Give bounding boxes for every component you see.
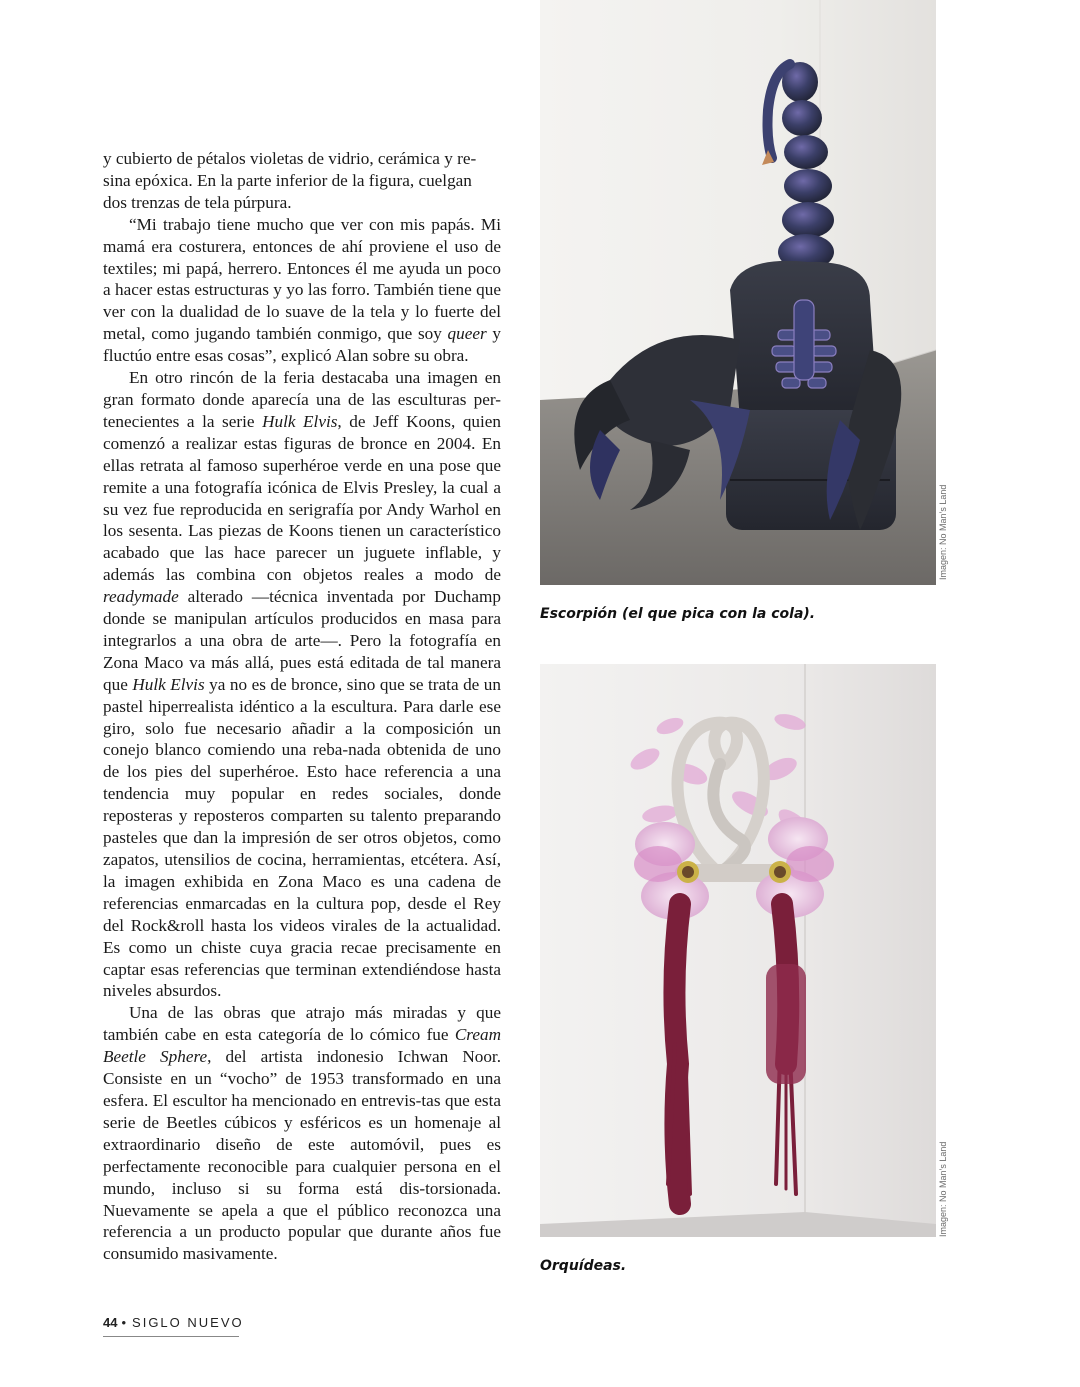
separator: • [121, 1315, 129, 1330]
text-span: “Mi trabajo tiene mucho que ver con mis papás. Mi mamá era costurera, entonces de ahí proviene el uso de textiles; mi papá, herrero. Entonces él me ayuda un poco a hacer estas estructuras y yo las forro. También tiene que ver con la dualidad de lo suave de la tela y lo fuerte del metal, como jugando también conmigo, que soy [103, 214, 501, 344]
paragraph-beetle [103, 1002, 501, 1265]
scorpion-illustration [540, 0, 936, 585]
italic-term: readymade [103, 587, 179, 607]
text-span: ya no es de bronce, sino que se trata de un pastel hiperrealista idéntico a la escultura. Para darle ese giro, solo fue necesario añadir a la composición un conejo blanco comiendo una reba-nada obtenida de uno de los pies del superhéroe. Esto hace referencia a una tendencia muy popular en redes sociales, donde reposteras y reposteros comparten su talento preparando pasteles que dan la impresión de ser otros objetos, como zapatos, utensilios de cocina, herramientas, etcétera. Así, la imagen exhibida en Zona Maco es una cadena de referencias enmarcadas en la cultura pop, desde el Rey del Rock&roll hasta los videos virales de la actualidad. Es como un chiste cuya gracia recae precisamente en captar esas referencias que terminan extendiéndose hasta niveles absurdos. [103, 674, 501, 1001]
photo-credit: Imagen: No Man’s Land [938, 484, 948, 580]
text-span: y fluctúo entre esas cosas”, explicó Alan sobre su obra. [103, 324, 501, 366]
italic-term: queer [447, 324, 487, 344]
scorpion-photo [540, 0, 936, 585]
text-span: , de Jeff Koons, quien comenzó a realizar estas figuras de bronce en 2004. En ellas retrata al famoso superhéroe verde en una pose que remite a una fotografía icónica de Elvis Presley, la cual a su vez fue reproducida en serigrafía por Andy Warhol en los sesenta. Las piezas de Koons tienen un característico acabado que las hace parecer un juguete inflable, y además las combina con objetos reales a modo de [103, 411, 502, 585]
orchids-caption: Orquídeas. [540, 1258, 627, 1274]
italic-title: Hulk Elvis [262, 411, 338, 431]
text-line: sina epóxica. En la parte inferior de la figura, cuelgan [103, 170, 472, 190]
orchids-illustration [540, 664, 936, 1237]
page-footer [103, 1315, 244, 1330]
paragraph-continuation [103, 148, 501, 214]
page-number: 44 [103, 1315, 118, 1330]
footer-rule [103, 1336, 239, 1337]
text-span: En otro rincón de la feria destacaba una imagen en gran formato donde aparecía una de las esculturas per-tenecientes a la serie [103, 368, 501, 431]
italic-title: Hulk Elvis [132, 674, 205, 694]
text-line: y cubierto de pétalos violetas de vidrio, cerámica y re- [103, 149, 477, 168]
paragraph-quote [103, 214, 501, 367]
text-span: , del artista indonesio Ichwan Noor. Consiste en un “vocho” de 1953 transformado en una esfera. El escultor ha mencionado en entrevis-tas que esta serie de Beetles cúbicos y esféricos es un homenaje al extraordinario diseño de este automóvil, pues es perfectamente reconocible para cualquier persona en el mundo, incluso si su forma está dis-torsionada. Nuevamente se apela a que el público reconozca una referencia a un producto popular que durante años fue consumido masivamente. [103, 1047, 501, 1264]
text-span: alterado —técnica inventada por Duchamp donde se manipulan artículos producidos en masa para integrarlos a una obra de arte—. Pero la fotografía en Zona Maco va más allá, pues está editada de tal manera que [103, 587, 501, 694]
magazine-name: SIGLO NUEVO [132, 1315, 244, 1330]
orchids-photo [540, 664, 936, 1237]
text-line: dos trenzas de tela púrpura. [103, 192, 292, 212]
photo-credit: Imagen: No Man’s Land [938, 1141, 948, 1237]
scorpion-caption: Escorpión (el que pica con la cola). [540, 606, 816, 622]
article-column [103, 148, 501, 1265]
text-span: Una de las obras que atrajo más miradas y que también cabe en esta categoría de lo cómico fue [103, 1003, 501, 1045]
paragraph-koons [103, 367, 501, 1002]
italic-title: Cream Beetle Sphere [103, 1025, 501, 1067]
